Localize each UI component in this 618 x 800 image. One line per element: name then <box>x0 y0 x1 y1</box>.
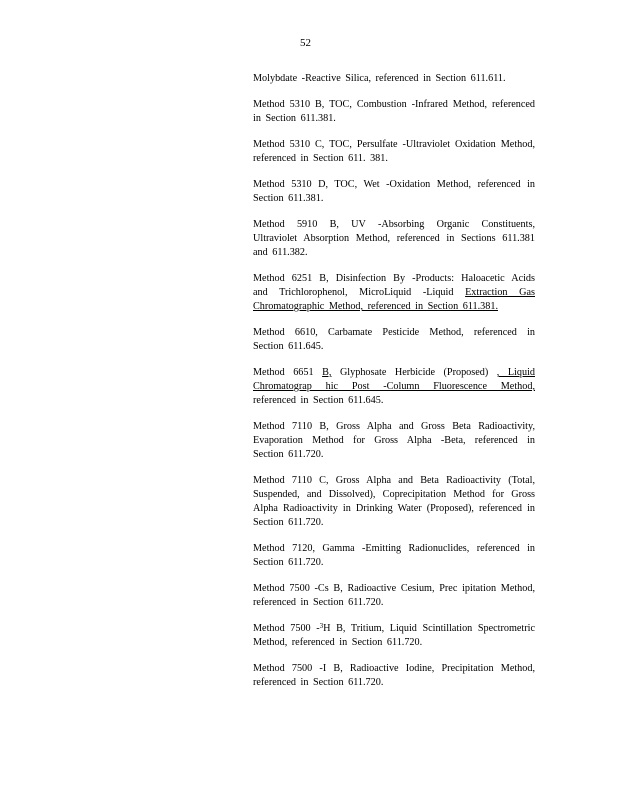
inserted-text: , Liquid Chromatograp hic Post -Column Fluorescence Method, <box>253 367 535 392</box>
entry-text: Method 6251 B, Disinfection By -Products: Haloacetic Acids and Trichlorophenol, MicroLiquid -Liquid <box>253 273 535 298</box>
superscript: 3 <box>319 622 324 630</box>
entry-text: Method 7110 C, Gross Alpha and Beta Radioactivity (Total, Suspended, and Dissolved), Coprecipitation Method for Gross Alpha Radioactivity in Drinking Water (Proposed), referenced in Section 611.720. <box>253 475 535 528</box>
reference-entry <box>253 138 535 166</box>
reference-entry <box>253 542 535 570</box>
reference-entry <box>253 582 535 610</box>
reference-entry <box>253 326 535 354</box>
reference-entry <box>253 72 535 86</box>
reference-entry <box>253 218 535 260</box>
page-number: 52 <box>300 37 311 49</box>
reference-entry <box>253 98 535 126</box>
inserted-text: Extraction Gas Chromatographic Method, referenced in Section 611.381. <box>253 287 535 312</box>
entry-text: Method 7500 - <box>253 623 320 634</box>
entry-text: referenced in Section 611.645. <box>253 395 384 406</box>
entry-text: Method 7500 -Cs B, Radioactive Cesium, Prec ipitation Method, referenced in Section 611.720. <box>253 583 535 608</box>
entry-text: Method 5910 B, UV -Absorbing Organic Constituents, Ultraviolet Absorption Method, referenced in Sections 611.381 and 611.382. <box>253 219 535 258</box>
entry-text: Method 5310 C, TOC, Persulfate -Ultraviolet Oxidation Method, referenced in Section 611. 381. <box>253 139 535 164</box>
reference-entry <box>253 474 535 530</box>
entry-text: Method 6651 <box>253 367 314 378</box>
entry-text: Method 7110 B, Gross Alpha and Gross Beta Radioactivity, Evaporation Method for Gross Alpha -Beta, referenced in Section 611.720. <box>253 421 535 460</box>
entry-text: Method 6610, Carbamate Pesticide Method, referenced in Section 611.645. <box>253 327 535 352</box>
entry-text: Method 7500 -I B, Radioactive Iodine, Precipitation Method, referenced in Section 611.720. <box>253 663 535 688</box>
reference-entry <box>253 272 535 314</box>
reference-list <box>253 72 535 702</box>
reference-entry <box>253 420 535 462</box>
reference-entry <box>253 622 535 650</box>
inserted-text: B, <box>322 367 332 378</box>
reference-entry <box>253 662 535 690</box>
entry-text: Method 5310 B, TOC, Combustion -Infrared Method, referenced in Section 611.381. <box>253 99 535 124</box>
entry-text: Method 5310 D, TOC, Wet -Oxidation Method, referenced in Section 611.381. <box>253 179 535 204</box>
reference-entry <box>253 178 535 206</box>
entry-text: Molybdate -Reactive Silica, referenced in Section 611.611. <box>253 73 506 84</box>
entry-text: H B, Tritium, Liquid Scintillation Spectrometric Method, referenced in Section 611.720. <box>253 623 536 648</box>
entry-text: Glyphosate Herbicide (Proposed) <box>339 367 489 378</box>
reference-entry <box>253 366 535 408</box>
entry-text: Method 7120, Gamma -Emitting Radionuclides, referenced in Section 611.720. <box>253 543 535 568</box>
